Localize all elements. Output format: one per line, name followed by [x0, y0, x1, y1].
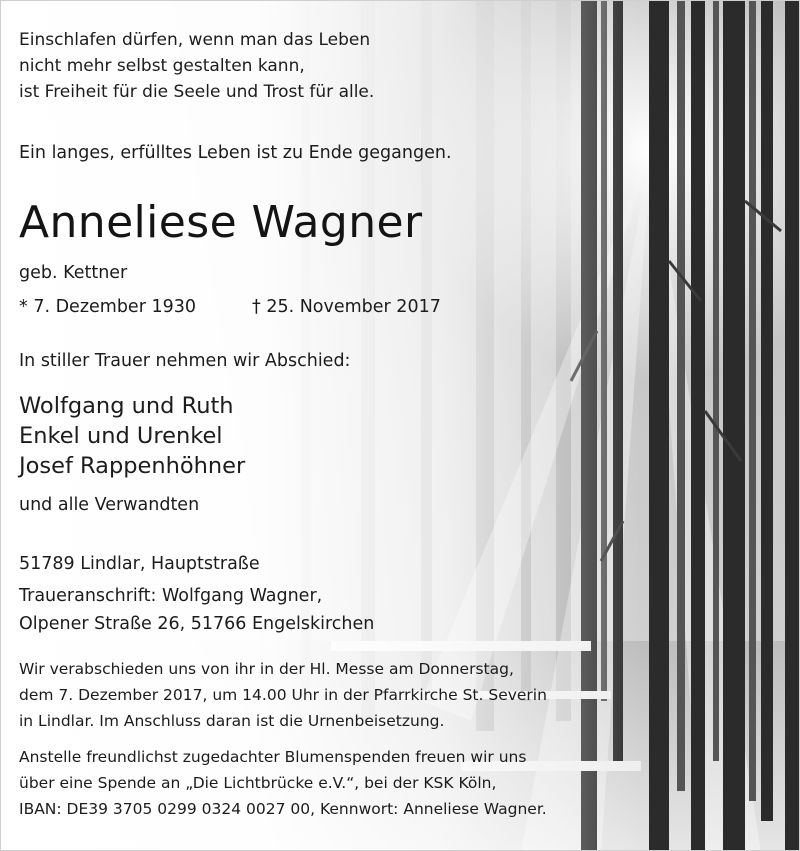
service-line: dem 7. Dezember 2017, um 14.00 Uhr in der Pfarrkirche St. Severin [19, 686, 547, 704]
relatives-line: und alle Verwandten [19, 495, 200, 515]
service-line: Wir verabschieden uns von ihr in der Hl. Messe am Donnerstag, [19, 660, 514, 678]
birth-name: geb. Kettner [19, 263, 128, 283]
donation-line: IBAN: DE39 3705 0299 0324 0027 00, Kennwort: Anneliese Wagner. [19, 800, 547, 818]
home-address: 51789 Lindlar, Hauptstraße [19, 554, 260, 574]
poem-line: Einschlafen dürfen, wenn man das Leben [19, 30, 371, 50]
family-list [19, 391, 245, 481]
poem [19, 27, 374, 105]
death-date: † 25. November 2017 [252, 297, 441, 317]
deceased-name: Anneliese Wagner [19, 197, 423, 248]
poem-line: ist Freiheit für die Seele und Trost für alle. [19, 82, 375, 102]
family-member: Josef Rappenhöhner [19, 453, 246, 479]
life-dates [19, 297, 441, 317]
intro-line: Ein langes, erfülltes Leben ist zu Ende gegangen. [19, 143, 452, 163]
family-member: Enkel und Urenkel [19, 423, 223, 449]
family-member: Wolfgang und Ruth [19, 393, 234, 419]
poem-line: nicht mehr selbst gestalten kann, [19, 56, 305, 76]
mourning-address-line: Olpener Straße 26, 51766 Engelskirchen [19, 614, 375, 634]
service-info [19, 656, 547, 734]
service-line: in Lindlar. Im Anschluss daran ist die Urnenbeisetzung. [19, 712, 445, 730]
mourning-address-line: Traueranschrift: Wolfgang Wagner, [19, 586, 323, 606]
donation-info [19, 744, 547, 822]
mourning-line: In stiller Trauer nehmen wir Abschied: [19, 351, 351, 371]
donation-line: über eine Spende an „Die Lichtbrücke e.V.“, bei der KSK Köln, [19, 774, 497, 792]
mourning-address [19, 582, 374, 638]
birth-date: * 7. Dezember 1930 [19, 297, 196, 317]
donation-line: Anstelle freundlichst zugedachter Blumenspenden freuen wir uns [19, 748, 527, 766]
